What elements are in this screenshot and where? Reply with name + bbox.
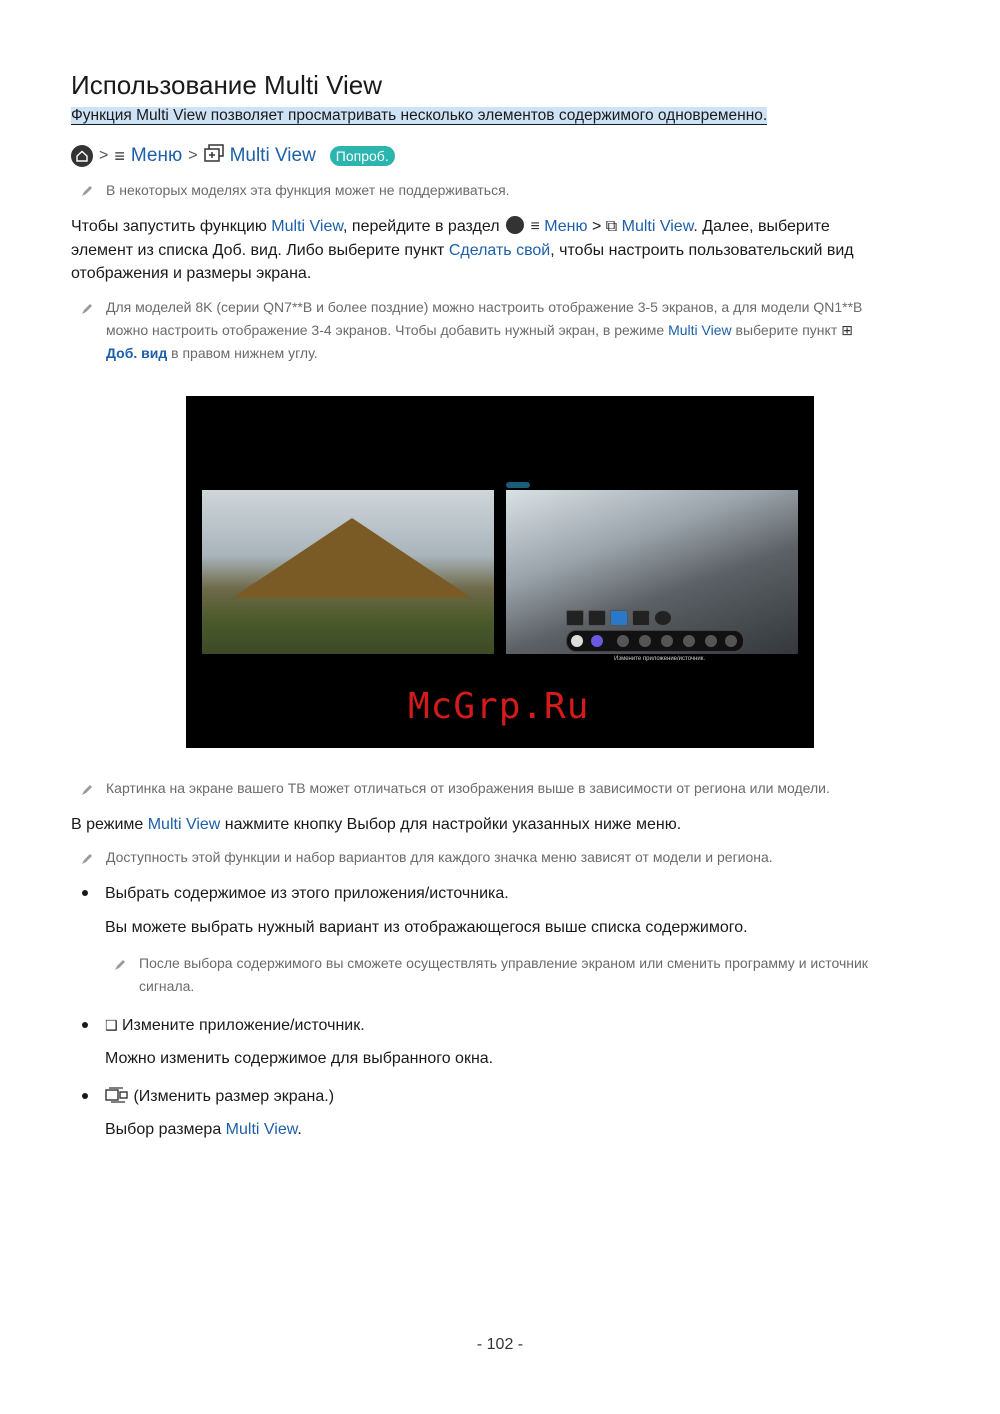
intro-paragraph: Чтобы запустить функцию Multi View, перейдите в раздел ≡ Меню > ⧉ Multi View. Далее, выберите элемент из списка Доб. вид. Либо выберите пункт Сделать свой, чтобы настроить пользовательский вид отображения и размеры экрана. [71, 218, 854, 282]
mode-paragraph: В режиме Multi View нажмите кнопку Выбор для настройки указанных ниже меню. [71, 816, 682, 833]
note-support: В некоторых моделях эта функция может не поддерживаться. [106, 182, 510, 198]
tv-content-row [566, 610, 672, 626]
note-image: Картинка на экране вашего ТВ может отличаться от изображения выше в зависимости от региона или модели. [106, 780, 830, 796]
bullet-note: После выбора содержимого вы сможете осуществлять управление экраном или сменить программу и источник сигнала. [139, 955, 868, 994]
chevron-right-icon: > [188, 147, 198, 164]
tv-left-window [202, 490, 494, 654]
note-availability: Доступность этой функции и набор вариантов для каждого значка меню зависят от модели и региона. [106, 849, 773, 865]
menu-icon: ≡ [114, 145, 125, 166]
page-title: Использование Multi View [71, 70, 383, 100]
link-multiview: Multi View [271, 218, 344, 235]
bullet-marker [82, 1022, 88, 1028]
multiview-icon: ⧉ [605, 218, 618, 235]
link-make-own: Сделать свой [448, 241, 551, 259]
home-icon [71, 145, 93, 167]
pencil-icon [113, 958, 127, 972]
bullet-desc: Вы можете выбрать нужный вариант из отображающегося выше списка содержимого. [105, 919, 748, 936]
path-menu: Меню [130, 145, 183, 166]
tv-screenshot [186, 396, 814, 748]
pencil-icon [80, 184, 94, 198]
bullet-desc: Выбор размера Multi View. [105, 1121, 302, 1138]
tv-window-badge [506, 482, 530, 488]
multiview-icon [204, 144, 224, 168]
pencil-icon [80, 783, 94, 797]
pencil-icon [80, 302, 94, 316]
add-view-icon: ⊞ [841, 322, 853, 338]
bullet-title: (Изменить размер экрана.) [105, 1085, 334, 1109]
resize-screen-icon [105, 1086, 129, 1104]
page-subtitle: Функция Multi View позволяет просматривать несколько элементов содержимого одновременно. [71, 107, 768, 124]
bullet-desc: Можно изменить содержимое для выбранного окна. [105, 1050, 494, 1067]
chevron-right-icon: > [99, 147, 109, 164]
bullet-title: ❑ Измените приложение/источник. [105, 1017, 365, 1034]
bullet-marker [82, 890, 88, 896]
menu-path [71, 142, 395, 170]
home-icon [506, 216, 524, 234]
watermark: McGrp.Ru [408, 686, 590, 727]
path-multiview: Multi View [229, 145, 316, 166]
tv-caption: Измените приложение/источник. [614, 656, 705, 662]
bullet-title: Выбрать содержимое из этого приложения/источника. [105, 885, 509, 902]
tv-control-bar [566, 630, 744, 652]
pencil-icon [80, 852, 94, 866]
apps-icon: ❑ [105, 1017, 118, 1033]
try-badge[interactable]: Попроб. [330, 146, 395, 166]
page-number: - 102 - [476, 1336, 524, 1353]
bullet-marker [82, 1093, 88, 1099]
note-8k: Для моделей 8K (серии QN7**B и более поздние) можно настроить отображение 3-5 экранов, а для модели QN1**B можно настроить отображение 3-4 экранов. Чтобы добавить нужный экран, в режиме Multi View выберите пункт ⊞ Доб. вид в правом нижнем углу. [106, 299, 863, 361]
